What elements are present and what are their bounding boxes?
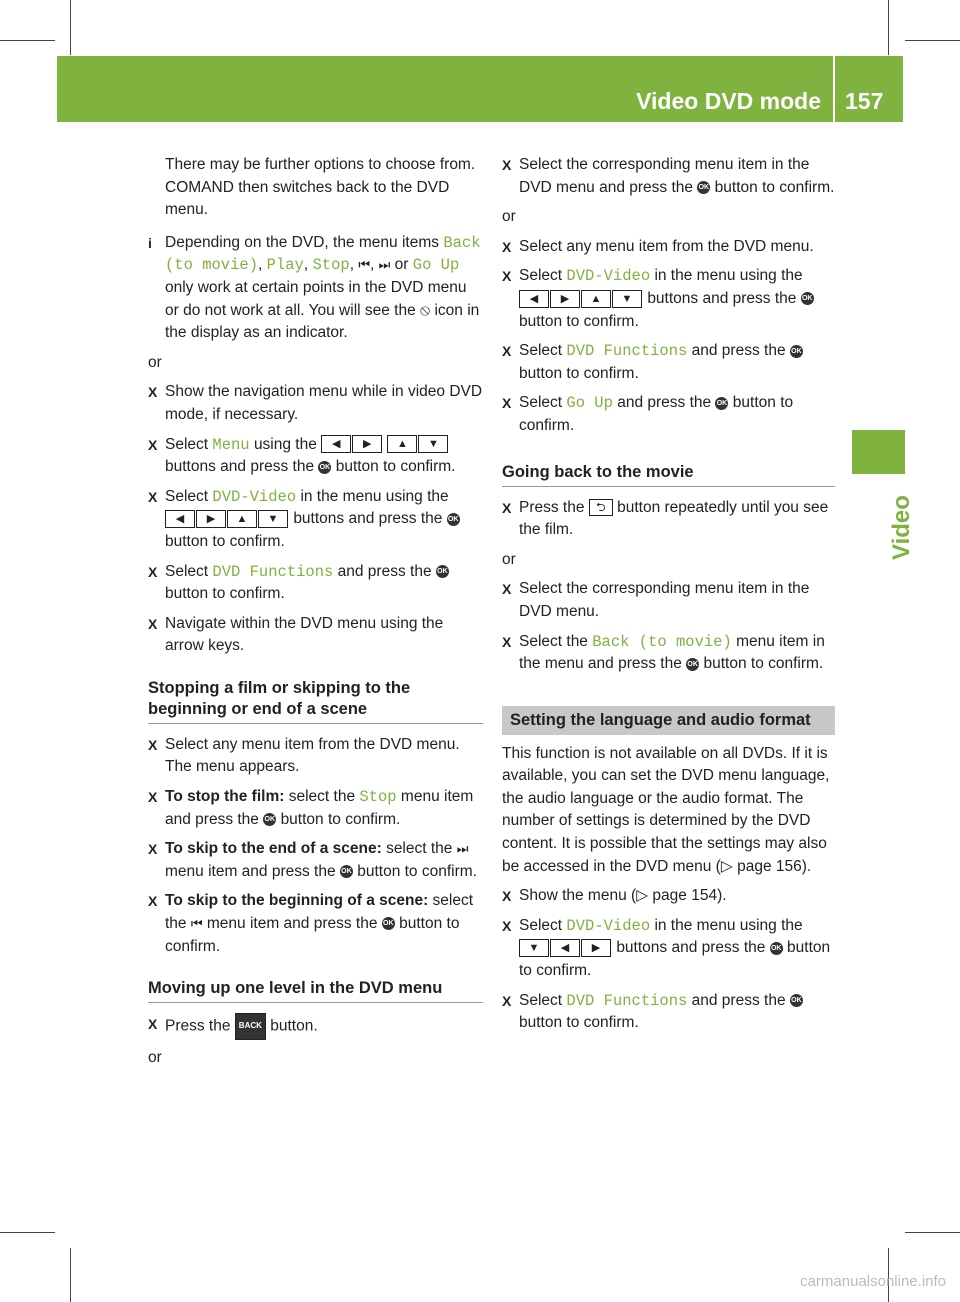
up-key-icon: ▲ <box>581 290 611 308</box>
step-marker-icon: X <box>148 488 158 505</box>
step-marker-icon: X <box>148 436 158 453</box>
or-text: or <box>502 208 516 226</box>
ok-button-icon: OK <box>715 397 728 410</box>
ok-button-icon: OK <box>686 658 699 671</box>
menu-item-code: DVD-Video <box>566 267 651 286</box>
step: X Select Go Up and press the OK button to confirm. <box>502 394 794 434</box>
step-marker-icon: X <box>502 343 512 360</box>
down-key-icon: ▼ <box>258 510 288 528</box>
step: X Select DVD Functions and press the OK button to confirm. <box>148 562 448 603</box>
step: X Press the BACK button. <box>148 1013 483 1040</box>
right-key-icon: ▶ <box>550 290 580 308</box>
right-key-icon: ▶ <box>196 510 226 528</box>
menu-item-code: DVD-Video <box>566 916 651 935</box>
page-number: 157 <box>845 88 884 114</box>
step-marker-icon: X <box>502 395 512 412</box>
step: X Select Menu using the ◀ ▶ ▲ ▼ buttons and press the OK button to confirm. <box>148 435 456 476</box>
section-box-heading: Setting the language and audio format <box>502 706 835 735</box>
step-marker-icon: X <box>148 893 158 910</box>
skip-forward-icon: ⏭ <box>456 841 469 857</box>
step-marker-icon: X <box>502 888 512 905</box>
step-marker-icon: X <box>502 157 512 173</box>
step-marker-icon: X <box>502 992 512 1009</box>
menu-item-code: DVD Functions <box>566 991 688 1010</box>
right-key-icon: ▶ <box>352 435 382 453</box>
or-text: or <box>148 353 162 371</box>
step: X Press the ⮌ button repeatedly until you see the film. <box>502 498 829 539</box>
menu-item-code: Menu <box>212 435 250 454</box>
step-marker-icon: X <box>148 1016 158 1033</box>
step: X To skip to the end of a scene: select the ⏭ menu item and press the OK button to confirm. <box>148 840 477 880</box>
ok-button-icon: OK <box>770 942 783 955</box>
skip-back-icon: ⏮ <box>190 916 203 932</box>
crop-mark <box>0 40 55 41</box>
menu-item-code: Stop <box>312 256 350 275</box>
step-marker-icon: X <box>502 238 512 255</box>
or-text: or <box>148 1048 162 1066</box>
step-marker-icon: X <box>502 499 512 516</box>
crop-mark <box>70 1248 71 1302</box>
left-key-icon: ◀ <box>165 510 195 528</box>
menu-item-code: Back (to movie) <box>165 233 481 275</box>
side-tab <box>852 430 905 474</box>
ok-button-icon: OK <box>318 461 331 474</box>
ok-button-icon: OK <box>697 181 710 194</box>
ok-button-icon: OK <box>382 917 395 930</box>
step-marker-icon: X <box>502 633 512 650</box>
up-key-icon: ▲ <box>387 435 417 453</box>
skip-back-icon: ⏮ <box>358 257 371 273</box>
crop-mark <box>905 1232 960 1233</box>
left-key-icon: ◀ <box>321 435 351 453</box>
step: X Select the corresponding menu item in the DVD menu and press the OK button to confirm. <box>502 156 835 196</box>
step: X Select DVD-Video in the menu using the ▼ ◀ ▶ buttons and press the OK button to confirm. <box>502 916 831 980</box>
step-marker-icon: X <box>148 841 158 858</box>
step: X To stop the film: select the Stop menu item and press the OK button to confirm. <box>148 788 474 828</box>
step: X Select DVD-Video in the menu using the ◀ ▶ ▲ ▼ buttons and press the OK button to confirm. <box>502 267 813 330</box>
step: X Select the corresponding menu item in the DVD menu. <box>502 580 810 620</box>
step: X Select DVD-Video in the menu using the ◀ ▶ ▲ ▼ buttons and press the OK button to confirm. <box>148 487 459 550</box>
ok-button-icon: OK <box>801 292 814 305</box>
step: X Select any menu item from the DVD menu. <box>502 236 835 259</box>
paragraph: There may be further options to choose from. <box>165 156 476 173</box>
page-ref-arrow-icon: ▷ <box>636 887 649 905</box>
page-title: Video DVD mode <box>636 88 821 114</box>
section-heading: Stopping a film or skipping to the beginning or end of a scene <box>148 678 483 724</box>
paragraph: COMAND then switches back to the DVD menu. <box>165 178 450 219</box>
step: X Select DVD Functions and press the OK button to confirm. <box>502 342 802 382</box>
left-key-icon: ◀ <box>519 290 549 308</box>
step: X Select the Back (to movie) menu item in the menu and press the OK button to confirm. <box>502 632 825 673</box>
ok-button-icon: OK <box>436 565 449 578</box>
menu-item-code: Stop <box>359 788 397 807</box>
skip-forward-icon: ⏭ <box>378 257 391 273</box>
crop-mark <box>70 0 71 55</box>
watermark: carmanualsonline.info <box>800 1273 946 1290</box>
not-allowed-icon: ⦸ <box>420 301 431 319</box>
down-key-icon: ▼ <box>519 939 549 957</box>
right-column <box>502 154 835 1042</box>
left-key-icon: ◀ <box>550 939 580 957</box>
step: X Navigate within the DVD menu using the arrow keys. <box>148 614 444 655</box>
or-text: or <box>502 550 516 568</box>
down-key-icon: ▼ <box>612 290 642 308</box>
header-divider <box>833 56 835 122</box>
down-key-icon: ▼ <box>418 435 448 453</box>
menu-item-code: Go Up <box>566 394 613 413</box>
step-marker-icon: X <box>148 736 158 753</box>
section-heading: Going back to the movie <box>502 462 835 487</box>
step: X To skip to the beginning of a scene: select the ⏮ menu item and press the OK button to confirm. <box>148 892 474 955</box>
ok-button-icon: OK <box>790 994 803 1007</box>
info-icon: i <box>148 234 152 251</box>
menu-item-code: DVD Functions <box>566 342 688 361</box>
paragraph: This function is not available on all DVDs. If it is available, you can set the DVD menu language, the audio language or the audio format. The number of settings is determined by the DVD content. It is possible that the settings may also be accessed in the DVD menu (▷ page 156). <box>502 744 830 875</box>
step: X Select DVD Functions and press the OK button to confirm. <box>502 991 802 1032</box>
step: X Select any menu item from the DVD menu. The menu appears. <box>148 735 460 776</box>
step-marker-icon: X <box>148 563 158 580</box>
step-marker-icon: X <box>502 268 512 285</box>
ok-button-icon: OK <box>447 513 460 526</box>
section-heading: Moving up one level in the DVD menu <box>148 978 483 1003</box>
step: X Show the navigation menu while in video DVD mode, if necessary. <box>148 383 483 423</box>
ok-button-icon: OK <box>263 813 276 826</box>
return-key-icon: ⮌ <box>589 499 613 516</box>
menu-item-code: Go Up <box>412 256 460 275</box>
side-tab-label: Video <box>888 495 915 560</box>
crop-mark <box>888 0 889 55</box>
info-note: i Depending on the DVD, the menu items Back (to movie), Play, Stop, ⏮, ⏭ or Go Up only work at certain points in the DVD menu or do not work at all. You will see the ⦸ icon in the display as an indicator. <box>148 233 481 342</box>
step-marker-icon: X <box>148 789 158 806</box>
step-marker-icon: X <box>148 615 158 632</box>
page-ref-arrow-icon: ▷ <box>720 857 733 875</box>
ok-button-icon: OK <box>790 345 803 358</box>
crop-mark <box>0 1232 55 1233</box>
step-marker-icon: X <box>502 917 512 934</box>
back-key-icon: BACK <box>235 1013 266 1040</box>
right-key-icon: ▶ <box>581 939 611 957</box>
menu-item-code: DVD-Video <box>212 487 297 506</box>
up-key-icon: ▲ <box>227 510 257 528</box>
step: X Show the menu (▷ page 154). <box>502 885 835 908</box>
menu-item-code: Play <box>266 256 304 275</box>
step-marker-icon: X <box>502 581 512 598</box>
step-marker-icon: X <box>148 384 158 401</box>
left-column <box>148 154 483 1076</box>
menu-item-code: DVD Functions <box>212 562 334 581</box>
crop-mark <box>905 40 960 41</box>
menu-item-code: Back (to movie) <box>592 632 732 651</box>
ok-button-icon: OK <box>340 865 353 878</box>
